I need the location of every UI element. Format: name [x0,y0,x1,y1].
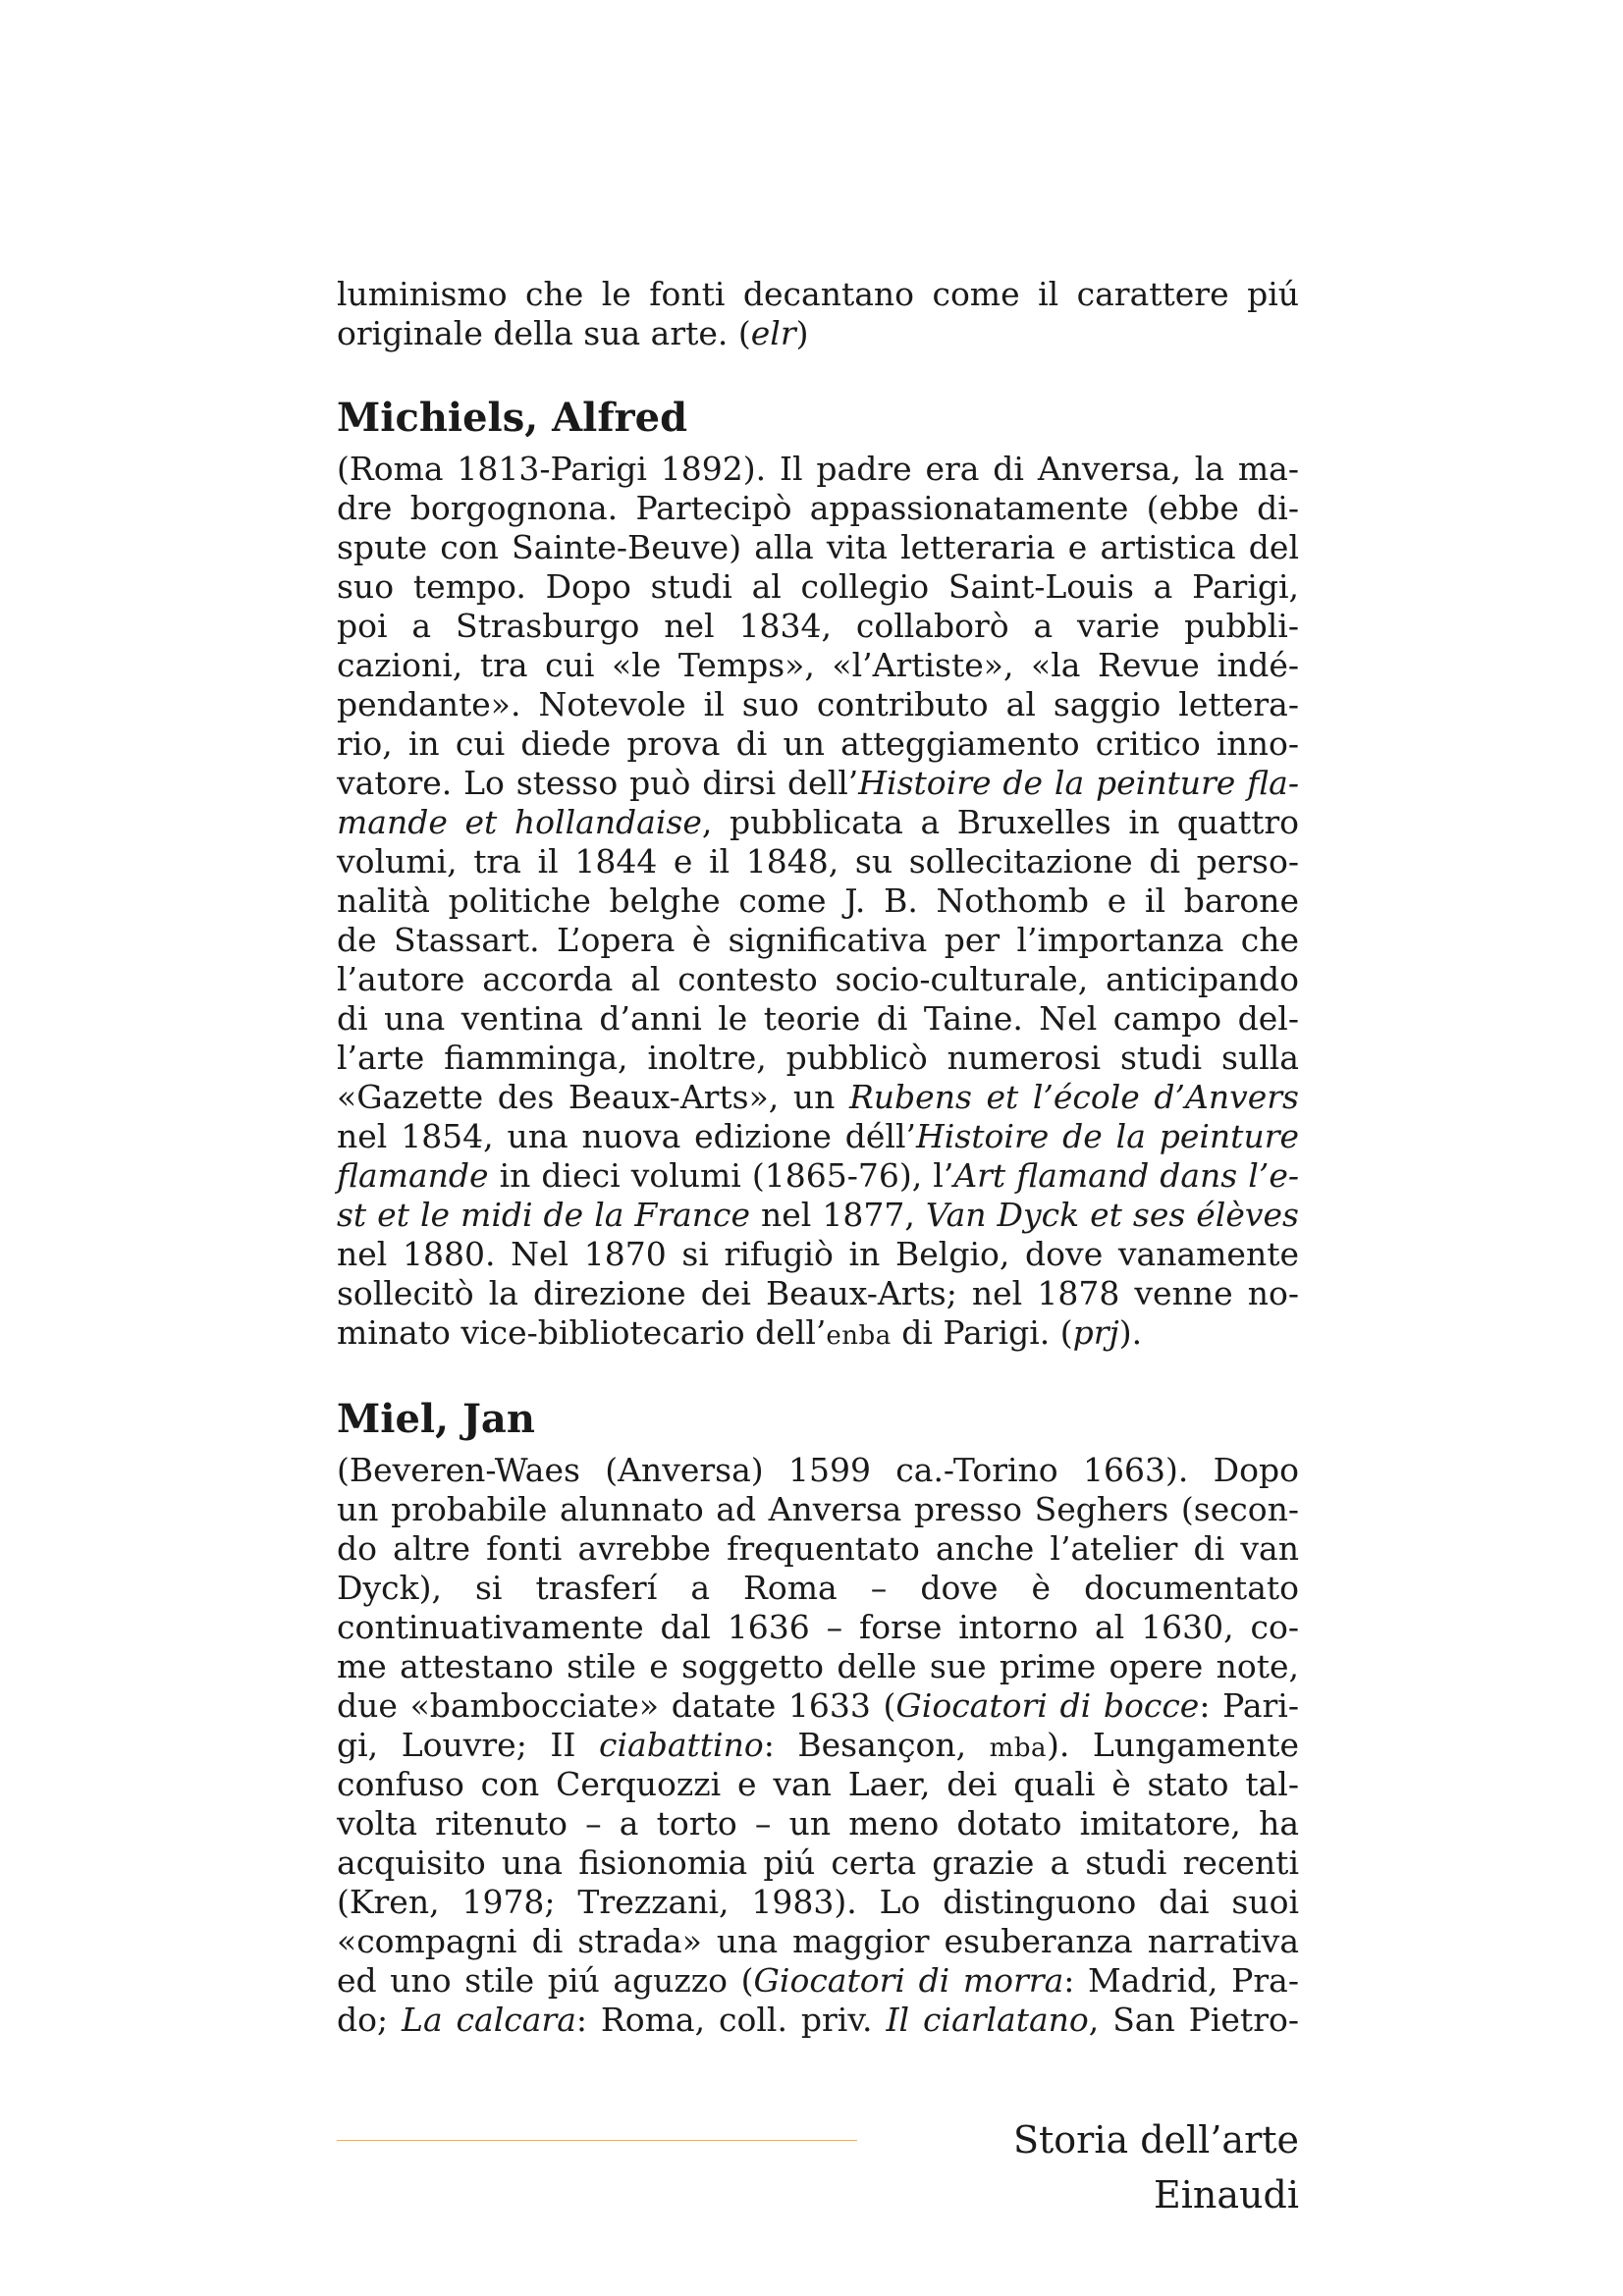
footer-rule [337,2140,857,2141]
text-run: dre borgognona. Partecipò appassionatamente (ebbe di- [337,489,1299,527]
book-title: st et le midi de la France [337,1196,751,1234]
text-line [337,1235,1299,1274]
text-line [337,685,1299,724]
text-line [337,528,1299,567]
text-run: : Besançon, [763,1726,990,1764]
book-title: Van Dyck et ses élèves [925,1196,1299,1234]
text-run: de Stassart. L’opera è significativa per l’importanza che [337,921,1299,959]
text-line [337,803,1299,842]
text-line [337,275,1299,314]
text-run: un probabile alunnato ad Anversa presso Seghers (secon- [337,1490,1299,1528]
text-line [337,646,1299,685]
text-line [337,2001,1299,2040]
text-run: gi, Louvre; II [337,1726,599,1764]
artwork-title: ciabattino [599,1726,764,1764]
text-run: (Kren, 1978; Trezzani, 1983). Lo distinguono dai suoi [337,1883,1299,1921]
text-line [337,567,1299,607]
text-run: ). [1118,1313,1143,1352]
text-run: originale della sua arte. ( [337,314,751,352]
author-initials: prj [1072,1313,1119,1352]
text-run: nel 1854, una nuova edizione déll’ [337,1117,917,1155]
text-line [337,1569,1299,1608]
text-line [337,1647,1299,1686]
text-line [337,1726,1299,1765]
text-run: ). Lungamente [1046,1726,1299,1764]
text-run: ) [795,314,809,352]
text-run: , San Pietro- [1088,2001,1299,2039]
entry-title: Miel, Jan [337,1396,535,1442]
text-line [337,1765,1299,1804]
entry-miel [337,1392,1299,2040]
text-run: poi a Strasburgo nel 1834, collaborò a varie pubbli- [337,607,1299,645]
text-run: do altre fonti avrebbe frequentato anche l’atelier di van [337,1529,1299,1568]
book-title: Art flamand dans l’e- [953,1156,1299,1195]
text-run: luminismo che le fonti decantano come il carattere piú [337,275,1299,313]
text-line [337,1529,1299,1569]
text-run: minato vice-bibliotecario dell’ [337,1313,827,1352]
text-run: «compagni di strada» una maggior esuberanza narrativa [337,1922,1299,1960]
text-run: Dyck), si trasferí a Roma – dove è documentato [337,1569,1299,1607]
entry-title: Michiels, Alfred [337,395,688,441]
text-run: nel 1877, [750,1196,926,1234]
text-line [337,1961,1299,2001]
page-body [337,275,1299,2040]
text-run: spute con Sainte-Beuve) alla vita letteraria e artistica del [337,528,1299,566]
text-line [337,881,1299,921]
text-line [337,1883,1299,1922]
text-line [337,607,1299,646]
text-run: sollecitò la direzione dei Beaux-Arts; nel 1878 venne no- [337,1274,1299,1312]
text-run: nalità politiche belghe come J. B. Nothomb e il barone [337,881,1299,920]
text-run: suo tempo. Dopo studi al collegio Saint-Louis a Parigi, [337,567,1299,606]
text-run: pendante». Notevole il suo contributo al saggio lettera- [337,685,1299,723]
text-line [337,921,1299,960]
text-run: : Madrid, Pra- [1063,1961,1299,2000]
artwork-title: Giocatori di bocce [895,1686,1200,1725]
text-run: continuativamente dal 1636 – forse intorno al 1630, co- [337,1608,1299,1646]
text-run: me attestano stile e soggetto delle sue prime opere note, [337,1647,1299,1685]
text-run: (Roma 1813-Parigi 1892). Il padre era di Anversa, la ma- [337,450,1299,488]
text-line [337,1156,1299,1196]
text-run: (Beveren-Waes (Anversa) 1599 ca.-Torino 1663). Dopo [337,1451,1299,1489]
book-title: Histoire de la peinture [916,1117,1299,1155]
text-run: confuso con Cerquozzi e van Laer, dei quali è stato tal- [337,1765,1299,1803]
text-run: in dieci volumi (1865-76), l’ [488,1156,954,1195]
text-line [337,1078,1299,1117]
text-run: cazioni, tra cui «le Temps», «l’Artiste», «la Revue indé- [337,646,1299,684]
text-line [337,1274,1299,1313]
text-run: di Parigi. ( [891,1313,1073,1352]
text-line [337,1313,1299,1353]
artwork-title: Giocatori di morra [753,1961,1064,2000]
text-line [337,1117,1299,1156]
text-line [337,1196,1299,1235]
text-run: volta ritenuto – a torto – un meno dotato imitatore, ha [337,1804,1299,1842]
text-line [337,489,1299,528]
text-line [337,1451,1299,1490]
book-title: Histoire de la peinture fla- [858,764,1300,802]
text-run: , pubblicata a Bruxelles in quattro [701,803,1299,841]
abbreviation: mba [989,1734,1047,1763]
entry-michiels [337,391,1299,1353]
text-line [337,1804,1299,1843]
text-run: nel 1880. Nel 1870 si rifugiò in Belgio, dove vanamente [337,1235,1299,1273]
text-line [337,1686,1299,1726]
text-line [337,1843,1299,1883]
text-run: di una ventina d’anni le teorie di Taine. Nel campo del- [337,999,1299,1038]
text-line [337,1608,1299,1647]
text-line [337,999,1299,1039]
text-run: : Roma, coll. priv. [575,2001,887,2039]
book-title: Rubens et l’école d’Anvers [848,1078,1299,1116]
text-run: acquisito una fisionomia piú certa grazie a studi recenti [337,1843,1299,1882]
text-run: ed uno stile piú aguzzo ( [337,1961,754,2000]
text-line [337,450,1299,489]
book-title: mande et hollandaise [337,803,702,841]
text-run: vatore. Lo stesso può dirsi dell’ [337,764,859,802]
text-run: l’autore accorda al contesto socio-culturale, anticipando [337,960,1299,998]
text-line [337,1490,1299,1529]
footer-title: Storia dell’arte Einaudi [1012,2118,1299,2216]
text-run: rio, in cui diede prova di un atteggiamento critico inno- [337,724,1299,763]
text-line [337,842,1299,881]
text-line [337,764,1299,803]
text-run: volumi, tra il 1844 e il 1848, su sollecitazione di perso- [337,842,1299,881]
abbreviation: enba [826,1321,892,1351]
text-line [337,960,1299,999]
text-run: due «bambocciate» datate 1633 ( [337,1686,896,1725]
artwork-title: Il ciarlatano [886,2001,1089,2039]
text-line [337,314,1299,353]
book-title: flamande [337,1156,489,1195]
text-run: do; [337,2001,403,2039]
text-run: l’arte fiamminga, inoltre, pubblicò numerosi studi sulla [337,1039,1299,1077]
text-line [337,1039,1299,1078]
text-line [337,1922,1299,1961]
artwork-title: La calcara [402,2001,576,2039]
text-run: «Gazette des Beaux-Arts», un [337,1078,849,1116]
text-run: : Pari- [1199,1686,1299,1725]
text-line [337,724,1299,764]
author-initials: elr [750,314,796,352]
intro-paragraph [337,275,1299,353]
